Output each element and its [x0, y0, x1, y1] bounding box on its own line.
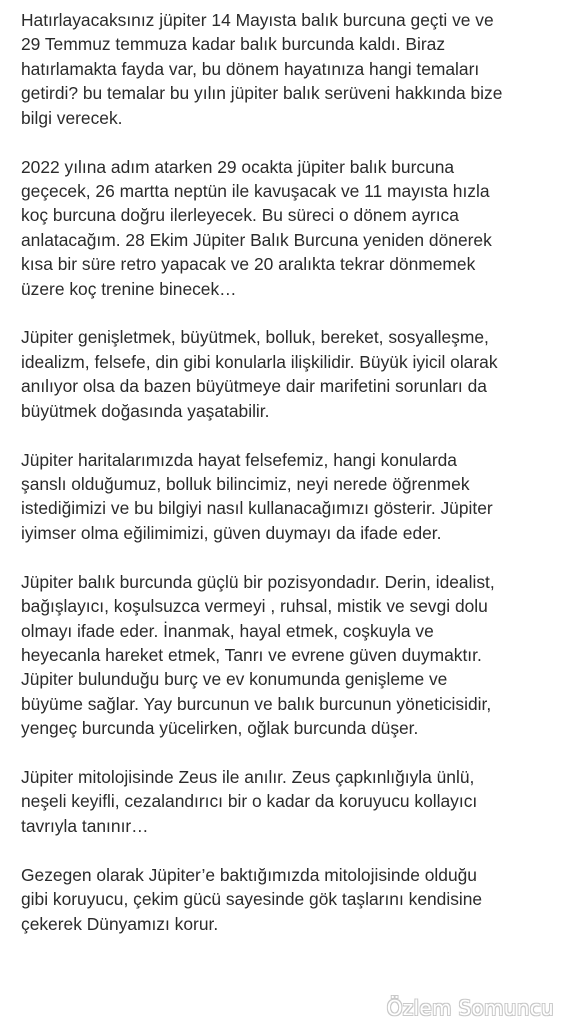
paragraph-jupiter-charts: Jüpiter haritalarımızda hayat felsefemiz, hangi konularda şanslı olduğumuz, bolluk bilincimiz, neyi nerede öğrenmek istediğimizi ve bu bilgiyi nasıl kullanacağımızı gösterir. Jüpiter iyimser olma eğilimimizi, güven duymayı da ifade eder. [21, 449, 493, 543]
paragraph-jupiter-pisces: Jüpiter balık burcunda güçlü bir pozisyondadır. Derin, idealist, bağışlayıcı, koşulsuzca vermeyi , ruhsal, mistik ve sevgi dolu olmayı ifade eder. İnanmak, hayal etmek, coşkuyla ve heyecanla hareket etmek, Tanrı ve evrene güven duymaktır. Jüpiter bulunduğu burç ve ev konumunda genişleme ve büyüme sağlar. Yay burcunun ve balık burcunun yöneticisidir, yengeç burcunda yücelirken, oğlak burcunda düşer. [21, 571, 495, 739]
paragraph-planet: Gezegen olarak Jüpiter’e baktığımızda mitolojisinde olduğu gibi koruyucu, çekim gücü sayesinde gök taşlarını kendisine çekerek Dünyamızı korur. [21, 864, 483, 934]
paragraph-2022: 2022 yılına adım atarken 29 ocakta jüpiter balık burcuna geçecek, 26 martta neptün ile kavuşacak ve 11 mayısta hızla koç burcuna doğru ilerleyecek. Bu süreci o dönem ayrıca anlatacağım. 28 Ekim Jüpiter Balık Burcuna yeniden dönerek kısa bir süre retro yapacak ve 20 aralıkta tekrar dönmemek üzere koç trenine binecek… [21, 156, 492, 299]
paragraph-mythology: Jüpiter mitolojisinde Zeus ile anılır. Zeus çapkınlığıyla ünlü, neşeli keyifli, cezalandırıcı bir o kadar da koruyucu kollayıcı tavrıyla tanınır… [21, 767, 478, 836]
author-watermark: Özlem Somuncu [386, 996, 554, 1020]
paragraph-intro: Hatırlayacaksınız jüpiter 14 Mayısta balık burcuna geçti ve ve 29 Temmuz temmuza kadar balık burcunda kaldı. Biraz hatırlamakta fayda var, bu dönem hayatınıza hangi temaları getirdi? bu temalar bu yılın jüpiter balık serüveni hakkında bize bilgi verecek. [21, 10, 503, 128]
paragraph-jupiter-themes: Jüpiter genişletmek, büyütmek, bolluk, bereket, sosyalleşme, idealizm, felsefe, din gibi konularla ilişkilidir. Büyük iyicil olarak anılıyor olsa da bazen büyütmeye dair marifetini sorunları da büyütmek doğasında yaşatabilir. [21, 327, 498, 421]
post-body [21, 8, 555, 961]
